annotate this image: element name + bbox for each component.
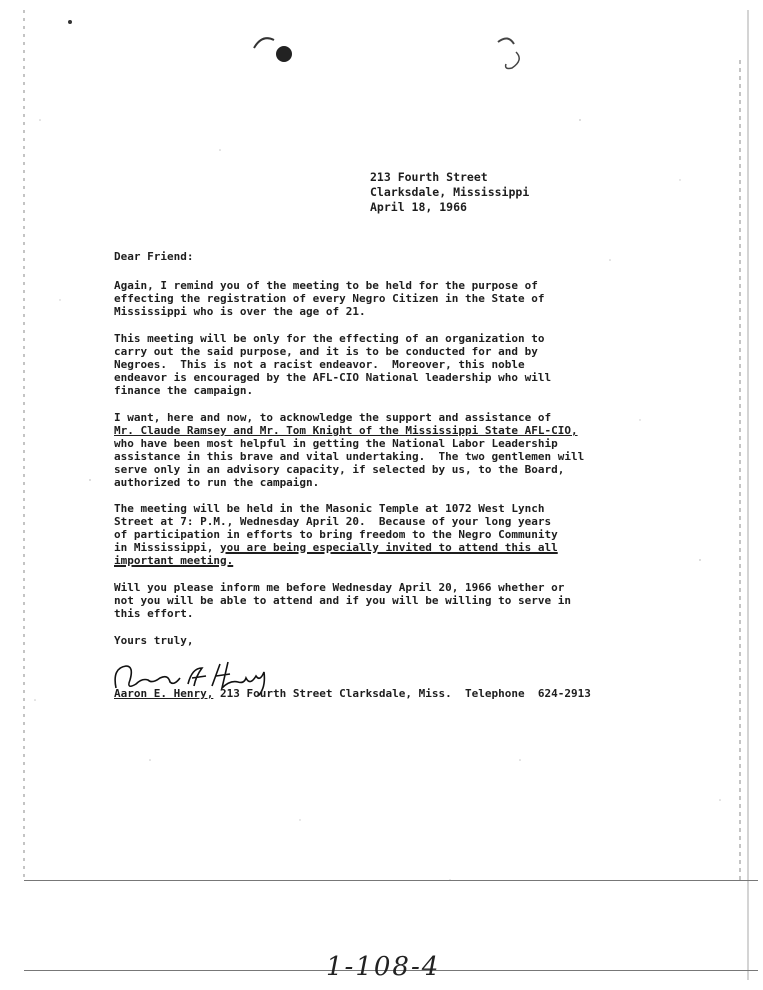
paragraph-1 [114, 279, 594, 318]
closing: Yours truly, [114, 634, 194, 647]
paragraph-line-underlined: Mr. Claude Ramsey and Mr. Tom Knight of the Mississippi State AFL-CIO, [114, 424, 578, 437]
paragraph-3 [114, 411, 594, 489]
paragraph-line: serve only in an advisory capacity, if selected by us, to the Board, [114, 463, 565, 476]
paragraph-line: authorized to run the campaign. [114, 476, 320, 489]
paragraph-line: who have been most helpful in getting the National Labor Leadership [114, 437, 558, 450]
paragraph-line: assistance in this brave and vital undertaking. The two gentlemen will [114, 450, 585, 463]
paragraph-line: Negroes. This is not a racist endeavor. Moreover, this noble [114, 358, 525, 371]
paragraph-line: finance the campaign. [114, 384, 254, 397]
signer-contact: 213 Fourth Street Clarksdale, Miss. Telephone 624-2913 [213, 687, 591, 700]
paragraph-line [114, 541, 594, 554]
paragraph-line: Will you please inform me before Wednesday April 20, 1966 whether or [114, 581, 565, 594]
punch-hole-icon [252, 34, 296, 70]
salutation: Dear Friend: [114, 250, 194, 263]
sender-address [370, 170, 529, 215]
paragraph-line: of participation in efforts to bring freedom to the Negro Community [114, 528, 558, 541]
underlined-invitation: you are being especially invited to attend this all [219, 541, 558, 554]
paragraph-5 [114, 581, 594, 620]
paragraph-line: Mississippi who is over the age of 21. [114, 305, 366, 318]
underlined-invitation-end: important meeting. [114, 554, 234, 567]
address-city: Clarksdale, Mississippi [370, 185, 530, 199]
document-number: 1-108-4 [326, 952, 441, 982]
paragraph-2 [114, 332, 594, 397]
paragraph-line: this effort. [114, 607, 194, 620]
paragraph-line: I want, here and now, to acknowledge the support and assistance of [114, 411, 552, 424]
paragraph-fragment: in Mississippi, [114, 541, 220, 554]
paragraph-line [114, 554, 594, 567]
paragraph-line: carry out the said purpose, and it is to be conducted for and by [114, 345, 538, 358]
paragraph-line: endeavor is encouraged by the AFL-CIO National leadership who will [114, 371, 552, 384]
letter-date: April 18, 1966 [370, 200, 467, 214]
paragraph-line: The meeting will be held in the Masonic Temple at 1072 West Lynch [114, 502, 545, 515]
paragraph-line: Street at 7: P.M., Wednesday April 20. Because of your long years [114, 515, 552, 528]
address-street: 213 Fourth Street [370, 170, 488, 184]
scan-mark [68, 20, 72, 24]
signer-name: Aaron E. Henry, [114, 687, 214, 700]
divider [24, 880, 758, 881]
signature-line [114, 687, 591, 700]
paragraph-line: not you will be able to attend and if you will be willing to serve in [114, 594, 571, 607]
staple-icon [494, 36, 526, 76]
paragraph-line: Again, I remind you of the meeting to be held for the purpose of [114, 279, 538, 292]
paragraph-line: This meeting will be only for the effecting of an organization to [114, 332, 545, 345]
paragraph-4 [114, 502, 594, 567]
paragraph-line: effecting the registration of every Negro Citizen in the State of [114, 292, 545, 305]
